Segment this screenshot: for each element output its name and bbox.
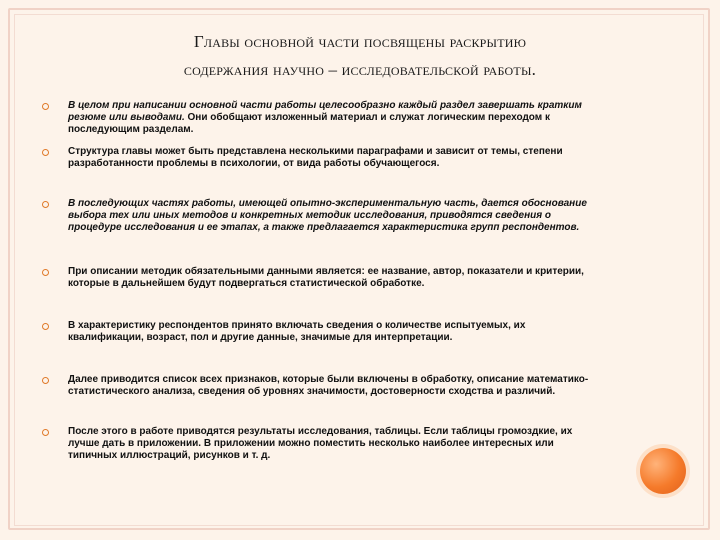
list-item (40, 426, 600, 462)
bullet-icon (42, 323, 49, 330)
list-item (40, 100, 600, 136)
title-line-1: Главы основной части посвящены раскрытию (193, 32, 527, 51)
list-item-text: Далее приводится список всех признаков, которые были включены в обработку, описание математико-статистического анализа, сведения об уровнях значимости, достоверности сходства и различий. (68, 374, 589, 397)
list-item-text: В характеристику респондентов принято включать сведения о количестве испытуемых, их квалификации, возраст, пол и другие данные, значимые для интерпретации. (68, 320, 526, 343)
list-item-text: После этого в работе приводятся результаты исследования, таблицы. Если таблицы громоздкие, их лучше дать в приложении. В приложении можно поместить несколько наиболее интересных или типичных иллюстраций, рисунков и т. д. (68, 426, 573, 461)
bullet-icon (42, 103, 49, 110)
list-item (40, 146, 600, 170)
bullet-icon (42, 429, 49, 436)
list-item-italic-text: В целом при написании основной части работы целесообразно каждый раздел завершать кратким резюме или выводами. (68, 100, 582, 123)
decorative-orange-circle-icon (640, 448, 686, 494)
list-item (40, 266, 600, 290)
list-item-text: Структура главы может быть представлена несколькими параграфами и зависит от темы, степени разработанности проблемы в психологии, от вида работы обучающегося. (68, 146, 563, 169)
list-item-text: Они обобщают изложенный материал и служат логическим переходом к последующим разделам. (68, 112, 550, 135)
list-item-text: В последующих частях работы, имеющей опытно-экспериментальную часть, дается обоснование выбора тех или иных методов и конкретных методик исследования, приводятся сведения о процедуре исследования и ее этапах, а также предлагается характеристика групп респондентов. (68, 198, 587, 233)
bullet-icon (42, 269, 49, 276)
list-item-text: При описании методик обязательными данными является: ее название, автор, показатели и критерии, которые в дальнейшем будут подвергаться статистической обработке. (68, 266, 584, 289)
title-line-2: содержания научно – исследовательской работы. (183, 60, 537, 79)
slide-title (60, 28, 660, 84)
list-item (40, 320, 600, 344)
bullet-icon (42, 377, 49, 384)
bullet-icon (42, 149, 49, 156)
list-item (40, 374, 600, 398)
bullet-icon (42, 201, 49, 208)
list-item (40, 198, 600, 234)
